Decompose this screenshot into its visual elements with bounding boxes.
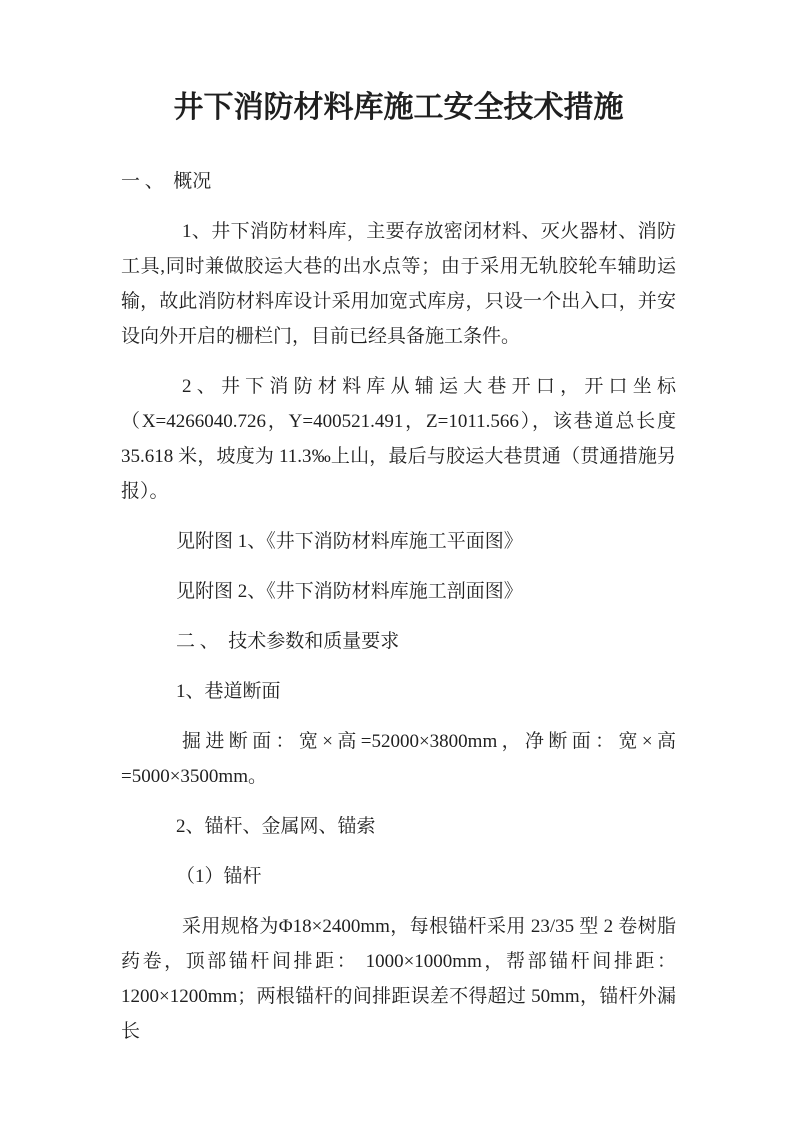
figure-ref-2: 见附图 2、《井下消防材料库施工剖面图》	[176, 581, 523, 602]
para-warehouse-intro: 1、井下消防材料库，主要存放密闭材料、灭火器材、消防工具,同时兼做胶运大巷的出水点等；由于采用无轨胶轮车辅助运输，故此消防材料库设计采用加宽式库房，只设一个出入口，并安设向外开启的栅栏门，目前已经具备施工条件。	[121, 221, 676, 347]
document-title: 井下消防材料库施工安全技术措施	[173, 91, 624, 124]
para-excavation-section: 掘进断面：宽×高=52000×3800mm，净断面：宽×高=5000×3500mm。	[121, 731, 676, 787]
subheading-roadway-section: 1、巷道断面	[176, 681, 281, 702]
heading-overview: 一 、 概况	[121, 171, 212, 192]
para-opening-coordinates: 2、井下消防材料库从辅运大巷开口，开口坐标（X=4266040.726，Y=400521.491，Z=1011.566），该巷道总长度 35.618 米，坡度为 11.3‰上山，最后与胶运大巷贯通（贯通措施另报）。	[121, 376, 676, 502]
figure-ref-1: 见附图 1、《井下消防材料库施工平面图》	[176, 531, 523, 552]
para-anchor-bolt-spec: 采用规格为Φ18×2400mm，每根锚杆采用 23/35 型 2 卷树脂药卷，顶部锚杆间排距： 1000×1000mm，帮部锚杆间排距：1200×1200mm；两根锚杆的间排距误差不得超过 50mm，锚杆外漏长	[121, 916, 676, 1042]
subheading-anchor-bolt: （1）锚杆	[176, 866, 262, 887]
subheading-bolt-mesh-anchor: 2、锚杆、金属网、锚索	[176, 816, 376, 837]
heading-tech-params: 二 、 技术参数和质量要求	[176, 631, 400, 652]
